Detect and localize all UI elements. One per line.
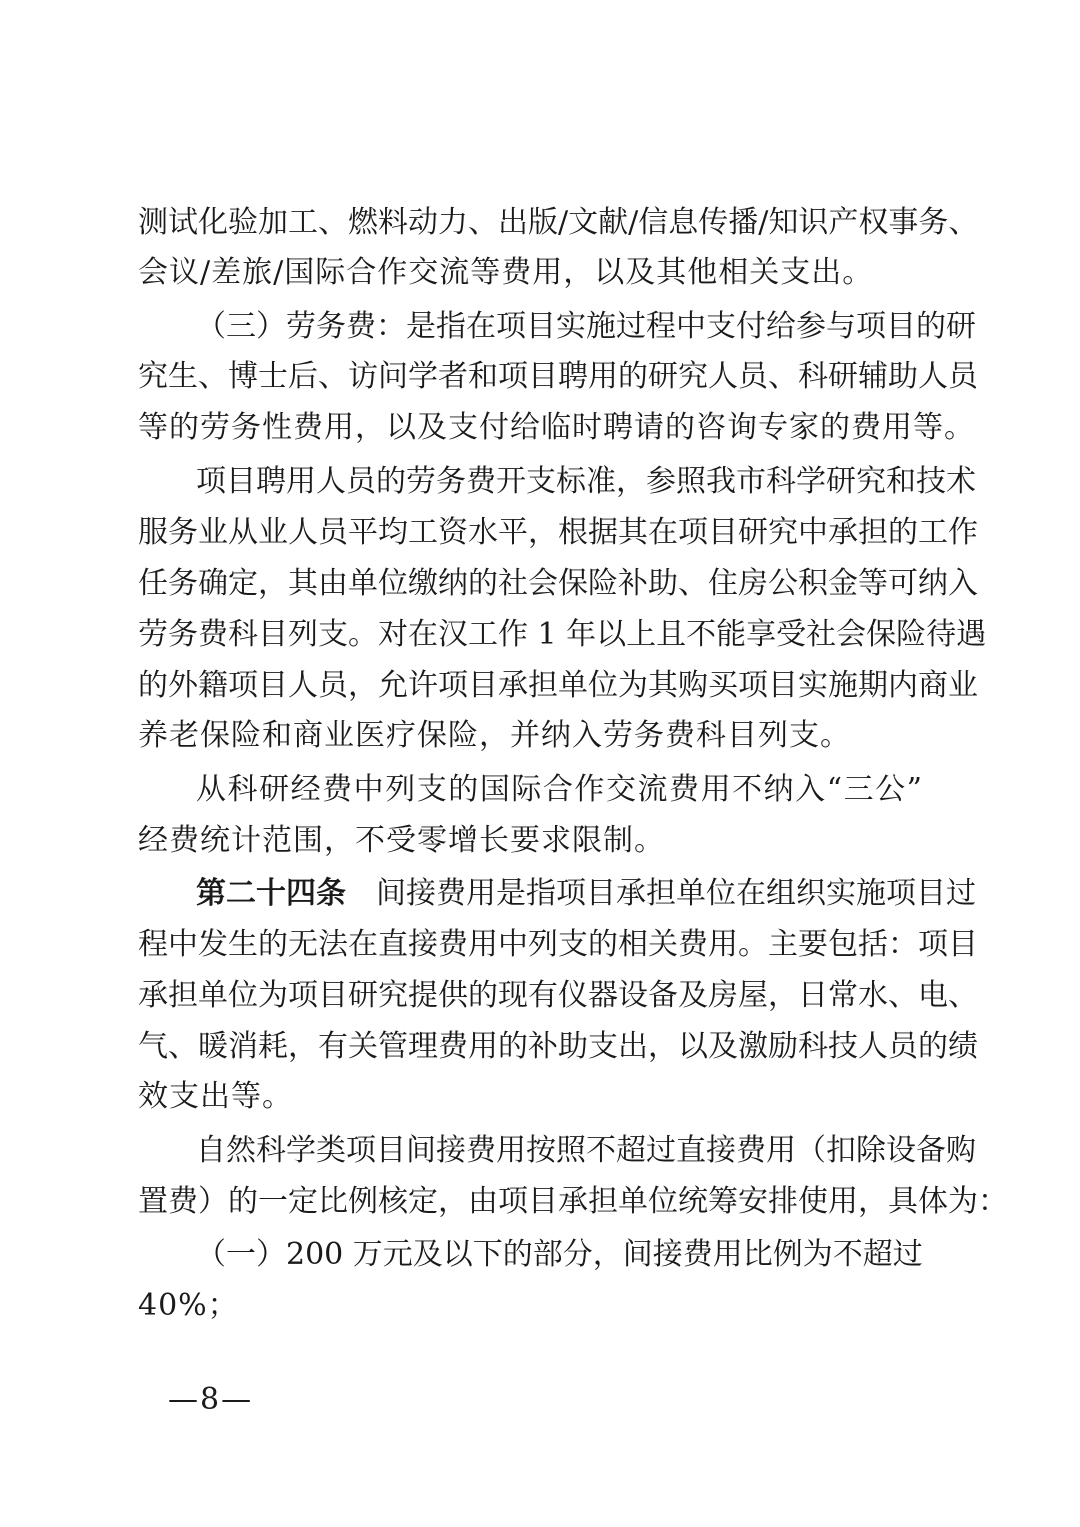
paragraph-2-line-1: （三）劳务费：是指在项目实施过程中支付给参与项目的研 bbox=[196, 309, 976, 344]
paragraph-2-line-2: 究生、博士后、访问学者和项目聘用的研究人员、科研辅助人员 bbox=[138, 359, 978, 394]
paragraph-3-line-4: 劳务费科目列支。对在汉工作 1 年以上且不能享受社会保险待遇 bbox=[138, 617, 987, 652]
paragraph-3-line-2: 服务业从业人员平均工资水平，根据其在项目研究中承担的工作 bbox=[138, 515, 978, 550]
paragraph-5-line-2: 程中发生的无法在直接费用中列支的相关费用。主要包括：项目 bbox=[138, 927, 978, 962]
paragraph-1-line-1: 测试化验加工、燃料动力、出版/文献/信息传播/知识产权事务、 bbox=[138, 205, 979, 240]
article-title: 第二十四条 bbox=[196, 876, 346, 911]
paragraph-1-line-2: 会议/差旅/国际合作交流等费用，以及其他相关支出。 bbox=[138, 255, 874, 290]
paragraph-5-line-4: 气、暖消耗，有关管理费用的补助支出，以及激励科技人员的绩 bbox=[138, 1029, 978, 1064]
paragraph-3-line-3: 任务确定，其由单位缴纳的社会保险补助、住房公积金等可纳入 bbox=[138, 566, 978, 601]
paragraph-7-line-1: （一）200 万元及以下的部分，间接费用比例为不超过 bbox=[196, 1237, 923, 1272]
paragraph-3-line-1: 项目聘用人员的劳务费开支标准，参照我市科学研究和技术 bbox=[196, 464, 976, 499]
paragraph-2-line-3: 等的劳务性费用，以及支付给临时聘请的咨询专家的费用等。 bbox=[138, 410, 975, 445]
paragraph-3-line-6: 养老保险和商业医疗保险，并纳入劳务费科目列支。 bbox=[138, 718, 851, 753]
paragraph-6-line-1: 自然科学类项目间接费用按照不超过直接费用（扣除设备购 bbox=[196, 1133, 976, 1168]
paragraph-5-line-1 bbox=[196, 874, 976, 914]
paragraph-5-line-5: 效支出等。 bbox=[138, 1079, 293, 1114]
paragraph-6-line-2: 置费）的一定比例核定，由项目承担单位统筹安排使用，具体为： bbox=[138, 1184, 1008, 1219]
page-number: —8— bbox=[168, 1382, 254, 1417]
paragraph-3-line-5: 的外籍项目人员，允许项目承担单位为其购买项目实施期内商业 bbox=[138, 668, 978, 703]
article-first-line: 间接费用是指项目承担单位在组织实施项目过 bbox=[376, 876, 976, 911]
paragraph-4-line-1: 从科研经费中列支的国际合作交流费用不纳入“三公” bbox=[196, 772, 922, 807]
paragraph-5-line-3: 承担单位为项目研究提供的现有仪器设备及房屋，日常水、电、 bbox=[138, 978, 978, 1013]
paragraph-7-line-2: 40%； bbox=[138, 1288, 239, 1323]
paragraph-4-line-2: 经费统计范围，不受零增长要求限制。 bbox=[138, 823, 665, 858]
